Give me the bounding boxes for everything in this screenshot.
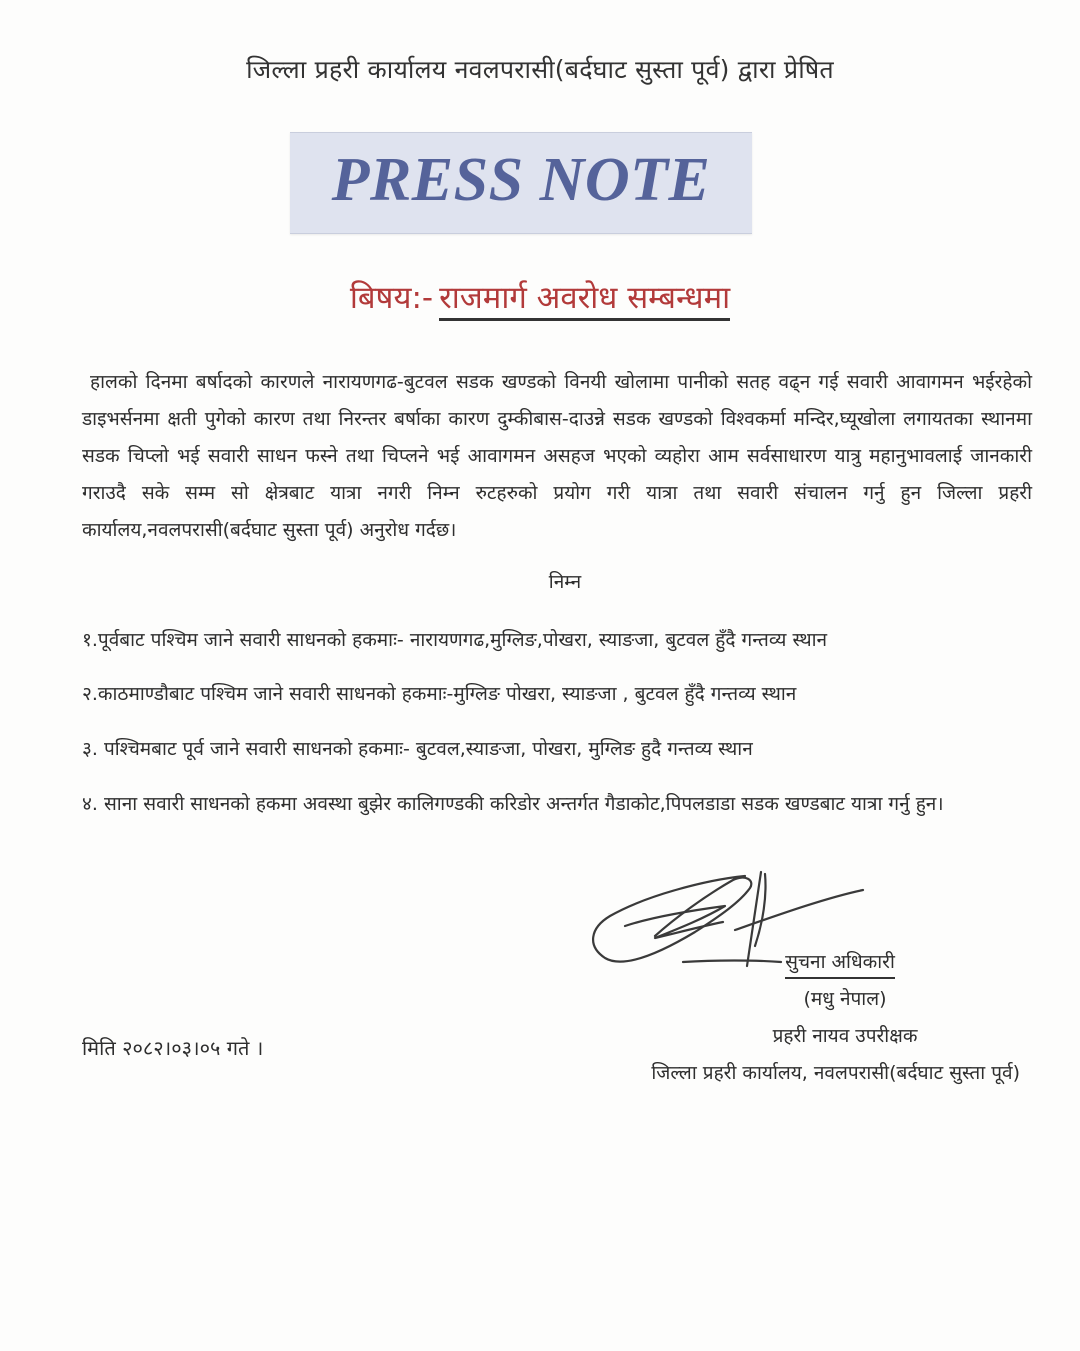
press-note-banner — [290, 132, 752, 234]
signatory-title: सुचना अधिकारी — [785, 947, 895, 979]
route-item-4: ४. साना सवारी साधनको हकमा अवस्था बुझेर कालिगण्डकी करिडोर अन्तर्गत गैडाकोट,पिपलडाडा सडक खण्डबाट यात्रा गर्नु हुन। — [82, 793, 944, 815]
issuer-heading: जिल्ला प्रहरी कार्यालय नवलपरासी(बर्दघाट सुस्ता पूर्व) द्वारा प्रेषित — [246, 55, 834, 84]
issue-date: मिति २०८२।०३।०५ गते । — [82, 1036, 264, 1060]
signatory-name: (मधु नेपाल) — [803, 988, 887, 1010]
signatory-office: जिल्ला प्रहरी कार्यालय, नवलपरासी(बर्दघाट सुस्ता पूर्व) — [651, 1062, 1020, 1084]
route-item-1: १.पूर्वबाट पश्चिम जाने सवारी साधनको हकमाः- नारायणगढ,मुग्लिङ,पोखरा, स्याङजा, बुटवल हुँदै गन्तव्य स्थान — [82, 629, 828, 651]
signatory-block — [540, 944, 1020, 1092]
press-note-title: PRESS NOTE — [331, 146, 711, 214]
subject-topic: राजमार्ग अवरोध सम्बन्धमा — [439, 280, 730, 321]
subject-line — [0, 276, 1080, 318]
signatory-rank: प्रहरी नायव उपरीक्षक — [772, 1025, 918, 1047]
routes-heading: निम्न — [548, 571, 582, 593]
route-item-3: ३. पश्चिमबाट पूर्व जाने सवारी साधनको हकमाः- बुटवल,स्याङजा, पोखरा, मुग्लिङ हुदै गन्तव्य स्थान — [82, 738, 753, 760]
subject-label: बिषय:- — [349, 280, 434, 316]
route-item-2: २.काठमाण्डौबाट पश्चिम जाने सवारी साधनको हकमाः-मुग्लिङ पोखरा, स्याङजा , बुटवल हुँदै गन्तव्य स्थान — [82, 683, 797, 705]
body-paragraph: हालको दिनमा बर्षादको कारणले नारायणगढ-बुटवल सडक खण्डको विनयी खोलामा पानीको सतह वढ्न गई सवारी आवागमन भईरहेको डाइभर्सनमा क्षती पुगेको कारण तथा निरन्तर बर्षाका कारण दुम्कीबास-दाउन्ने सडक खण्डको विश्वकर्मा मन्दिर,घ्यूखोला लगायतका स्थानमा सडक चिप्लो भई सवारी साधन फस्ने तथा चिप्लने भई आवागमन असहज भएको व्यहोरा आम सर्वसाधारण यात्रु महानुभावलाई जानकारी गराउदै सके सम्म सो क्षेत्रबाट यात्रा नगरी निम्न रुटहरुको प्रयोग गरी यात्रा तथा सवारी संचालन गर्नु हुन जिल्ला प्रहरी कार्यालय,नवलपरासी(बर्दघाट सुस्ता पूर्व) अनुरोध गर्दछ। — [82, 371, 1032, 541]
